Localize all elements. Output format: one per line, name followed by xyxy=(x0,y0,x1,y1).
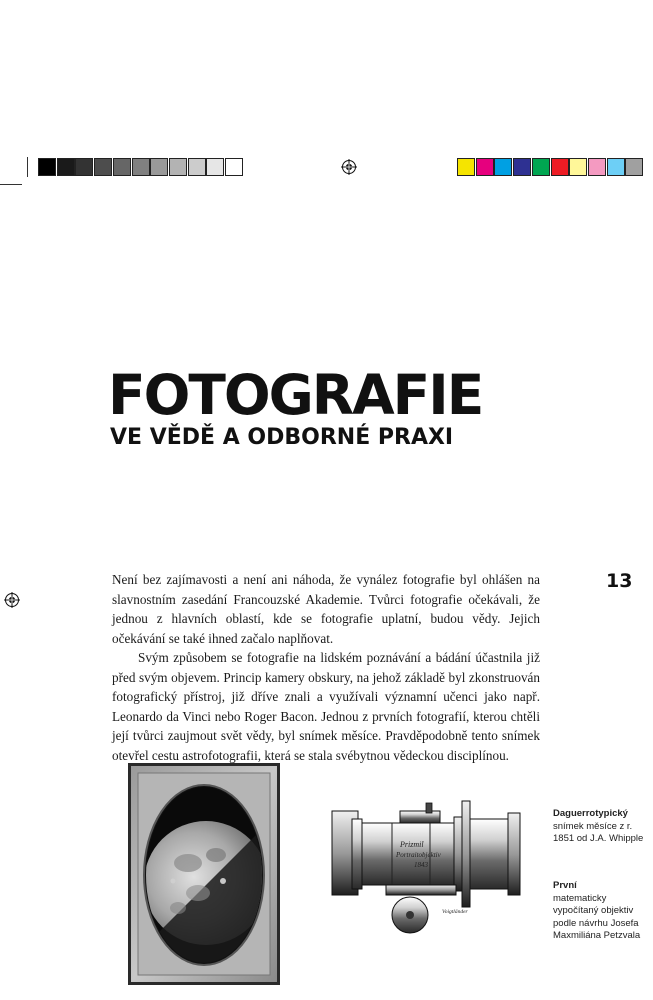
paragraph: Není bez zajímavosti a není ani náhoda, že vynález fotografie byl ohlášen na slavnostním zasedání Francouzské Akademie. Tvůrci fotografie očekávali, že jednou z hlavních oblastí, kde se fotografie uplatní, budou vědy. Jejich očekávání se také ihned začalo naplňovat. xyxy=(112,572,540,646)
caption-text: snímek měsíce z r. 1851 od J.A. Whipple xyxy=(553,820,644,844)
process-swatch xyxy=(607,158,625,176)
lens-engraving-name: Prizmil xyxy=(400,840,424,849)
process-swatch xyxy=(551,158,569,176)
caption-moon xyxy=(553,808,648,846)
grayscale-swatch xyxy=(150,158,168,176)
lens-engraving-year: 1843 xyxy=(414,861,428,869)
process-swatch xyxy=(625,158,643,176)
moon-daguerreotype-image xyxy=(128,763,280,985)
page-number: 13 xyxy=(606,570,633,592)
process-swatch xyxy=(532,158,550,176)
grayscale-swatch xyxy=(113,158,131,176)
page-subtitle: VE VĚDĚ A ODBORNÉ PRAXI xyxy=(110,425,454,450)
grayscale-swatch xyxy=(75,158,93,176)
registration-mark-icon xyxy=(341,159,357,175)
grayscale-swatch xyxy=(38,158,56,176)
lens-engraving-type: Portraitobjektiv xyxy=(396,851,441,859)
crop-mark xyxy=(27,157,28,177)
registration-mark-icon xyxy=(4,592,20,608)
process-swatch xyxy=(494,158,512,176)
grayscale-swatch xyxy=(57,158,75,176)
process-swatch xyxy=(457,158,475,176)
caption-lens xyxy=(553,880,648,943)
grayscale-swatch xyxy=(225,158,243,176)
lens-maker-mark: Voigtländer xyxy=(442,909,468,915)
process-swatch xyxy=(513,158,531,176)
grayscale-swatch xyxy=(94,158,112,176)
process-swatch xyxy=(569,158,587,176)
crop-mark xyxy=(0,184,22,185)
caption-text: matematicky vypočítaný objektiv podle návrhu Josefa Maxmiliána Petzvala xyxy=(553,892,641,941)
grayscale-swatch xyxy=(206,158,224,176)
page-title: FOTOGRAFIE xyxy=(108,363,483,427)
grayscale-swatch xyxy=(188,158,206,176)
process-swatch xyxy=(476,158,494,176)
caption-lead: Daguerrotypický xyxy=(553,808,628,819)
caption-lead: První xyxy=(553,880,577,891)
body-text xyxy=(112,570,540,765)
grayscale-swatch xyxy=(132,158,150,176)
process-swatch xyxy=(588,158,606,176)
grayscale-swatch xyxy=(169,158,187,176)
paragraph: Svým způsobem se fotografie na lidském poznávání a bádání účastnila již před svým objevem. Princip kamery obskury, na jehož základě byl zkonstruován fotografický přístroj, již dříve znali a využívali významní učenci jako např. Leonardo da Vinci nebo Roger Bacon. Jednou z prvních fotografií, kterou chtěli její tvůrci zaujmout svět vědy, byl snímek měsíce. Pravděpodobně tento snímek otevřel cestu astrofotografii, která se stala svébytnou vědeckou disciplínou. xyxy=(112,650,540,763)
petzval-lens-illustration xyxy=(330,797,522,937)
